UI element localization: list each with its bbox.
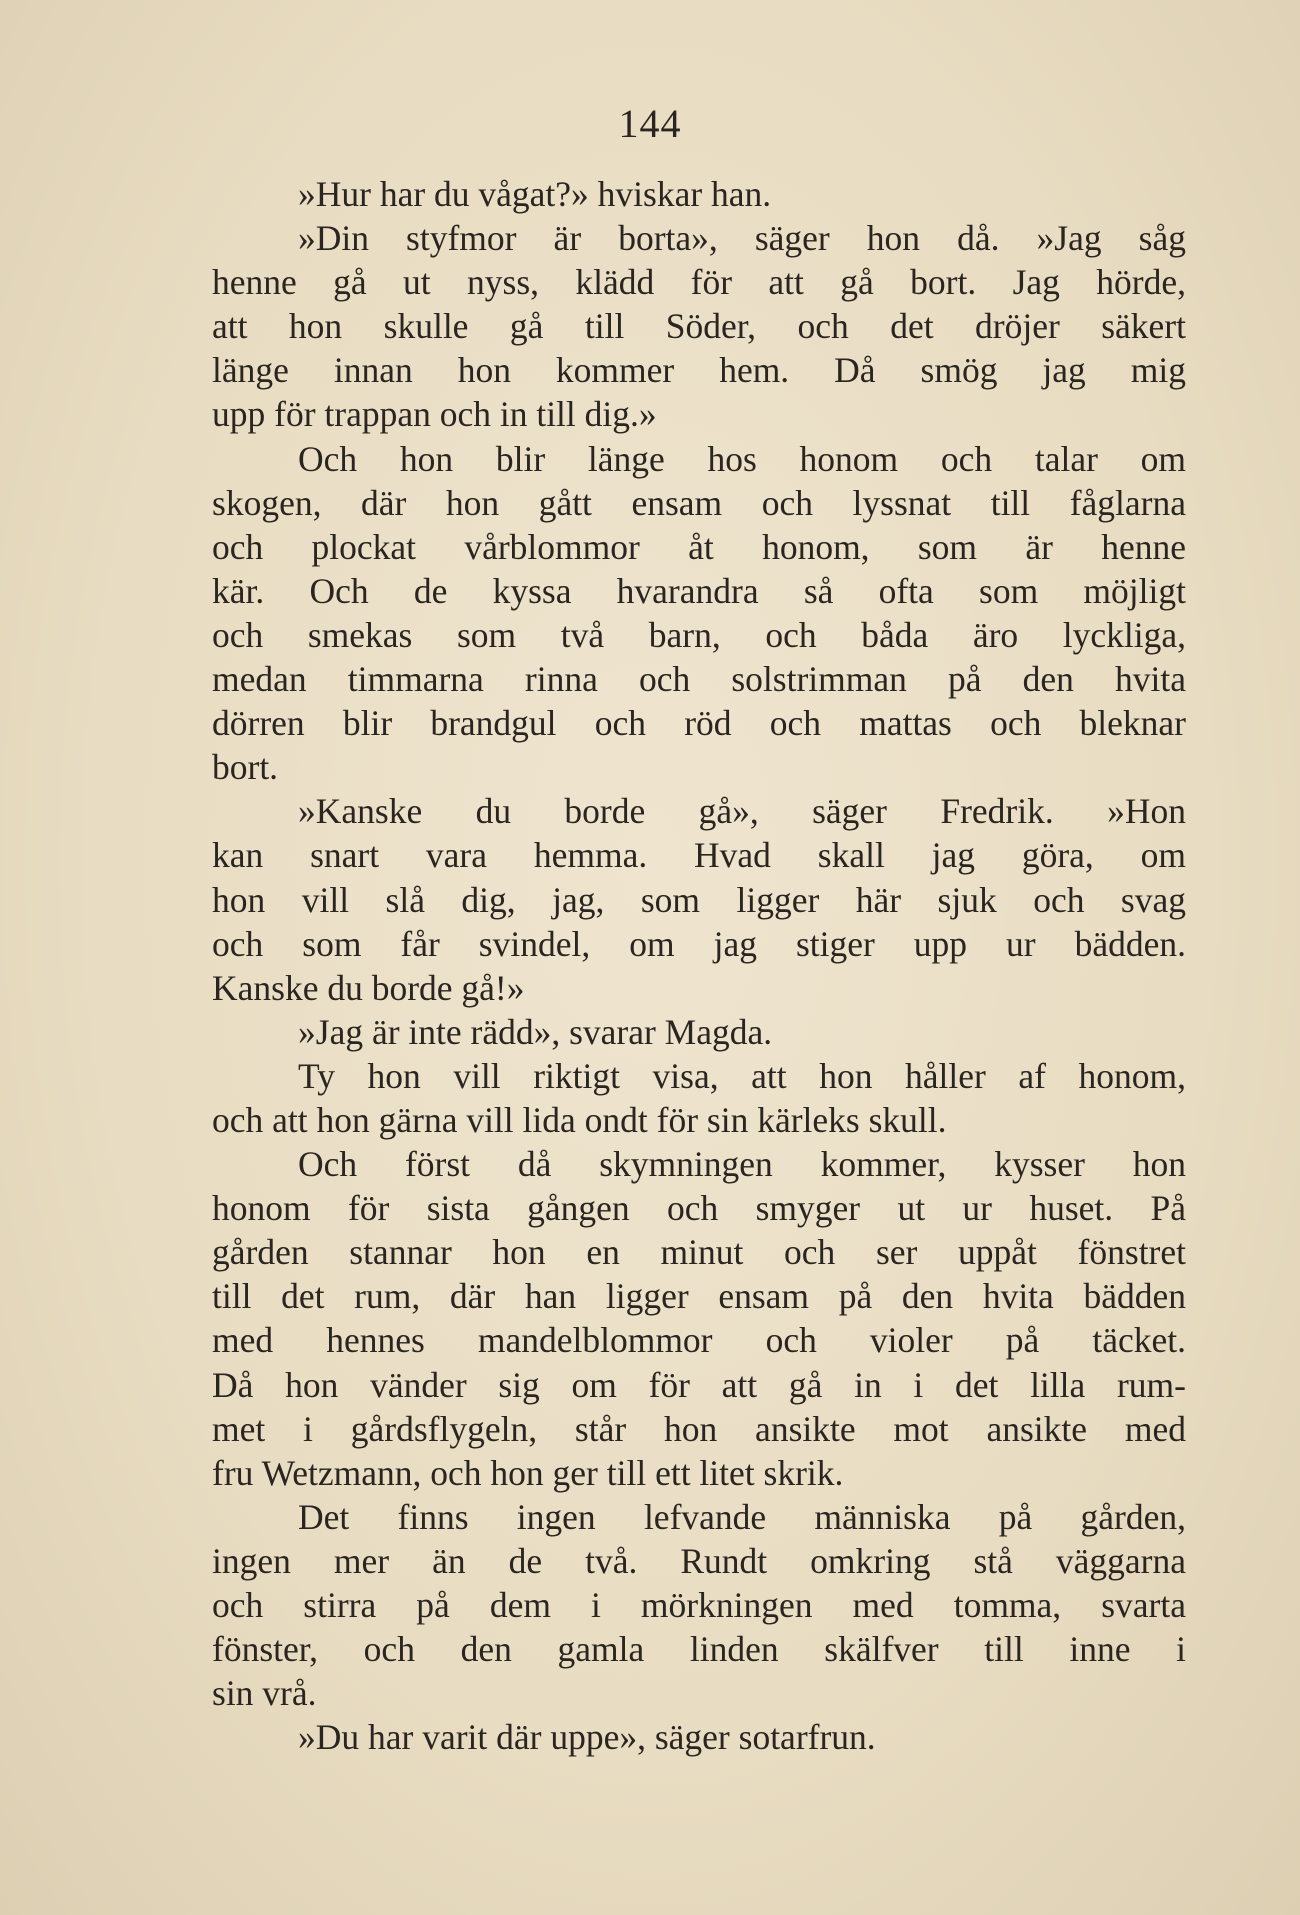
text-line: fru Wetzmann, och hon ger till ett litet skrik. [212, 1452, 844, 1493]
text-line: gården stannar hon en minut och ser uppåt fönstret [212, 1232, 1186, 1273]
text-line: och stirra på dem i mörkningen med tomma, svarta [212, 1585, 1186, 1625]
text-line: med hennes mandelblommor och violer på täcket. [212, 1320, 1186, 1361]
text-line: länge innan hon kommer hem. Då smög jag mig [212, 350, 1186, 391]
text-line: met i gårdsflygeln, står hon ansikte mot ansikte med [212, 1408, 1186, 1449]
text-line: »Kanske du borde gå», säger Fredrik. »Hon [298, 791, 1186, 832]
text-line: sin vrå. [212, 1673, 317, 1714]
text-line: att hon skulle gå till Söder, och det dröjer säkert [212, 306, 1186, 347]
text-line: hon vill slå dig, jag, som ligger här sjuk och svag [212, 879, 1186, 920]
text-line: skogen, där hon gått ensam och lyssnat till fåglarna [212, 482, 1186, 523]
text-line: och att hon gärna vill lida ondt för sin kärleks skull. [212, 1099, 947, 1140]
text-line: medan timmarna rinna och solstrimman på den hvita [212, 659, 1186, 700]
text-line: upp för trappan och in till dig.» [212, 394, 657, 435]
text-line: Och först då skymningen kommer, kysser hon [298, 1144, 1186, 1185]
text-line: kär. Och de kyssa hvarandra så ofta som möjligt [212, 570, 1186, 611]
text-line: Kanske du borde gå!» [212, 967, 525, 1008]
page-number: 144 [618, 101, 682, 146]
text-line: »Din styfmor är borta», säger hon då. »Jag såg [298, 218, 1186, 259]
text-line: och som får svindel, om jag stiger upp ur bädden. [212, 923, 1186, 964]
body-text [212, 172, 1186, 1759]
text-line: kan snart vara hemma. Hvad skall jag göra, om [212, 835, 1186, 876]
text-line: Ty hon vill riktigt visa, att hon håller af honom, [298, 1055, 1186, 1096]
text-line: bort. [212, 747, 279, 788]
text-line: och smekas som två barn, och båda äro lyckliga, [212, 614, 1186, 655]
text-line: Det finns ingen lefvande människa på gården, [298, 1496, 1186, 1537]
text-line: och plockat vårblommor åt honom, som är henne [212, 526, 1186, 567]
text-line: till det rum, där han ligger ensam på den hvita bädden [212, 1276, 1186, 1317]
text-line: »Du har varit där uppe», säger sotarfrun. [298, 1717, 876, 1758]
text-line: honom för sista gången och smyger ut ur huset. På [212, 1188, 1186, 1229]
text-line: »Hur har du vågat?» hviskar han. [298, 174, 772, 214]
text-line: fönster, och den gamla linden skälfver till inne i [212, 1629, 1186, 1670]
text-line: Och hon blir länge hos honom och talar om [298, 438, 1186, 479]
text-line: henne gå ut nyss, klädd för att gå bort. Jag hörde, [212, 262, 1186, 303]
text-line: Då hon vänder sig om för att gå in i det lilla rum- [212, 1364, 1186, 1405]
text-line: ingen mer än de två. Rundt omkring stå väggarna [212, 1540, 1186, 1581]
text-line: »Jag är inte rädd», svarar Magda. [298, 1011, 773, 1052]
text-line: dörren blir brandgul och röd och mattas och bleknar [212, 703, 1186, 744]
